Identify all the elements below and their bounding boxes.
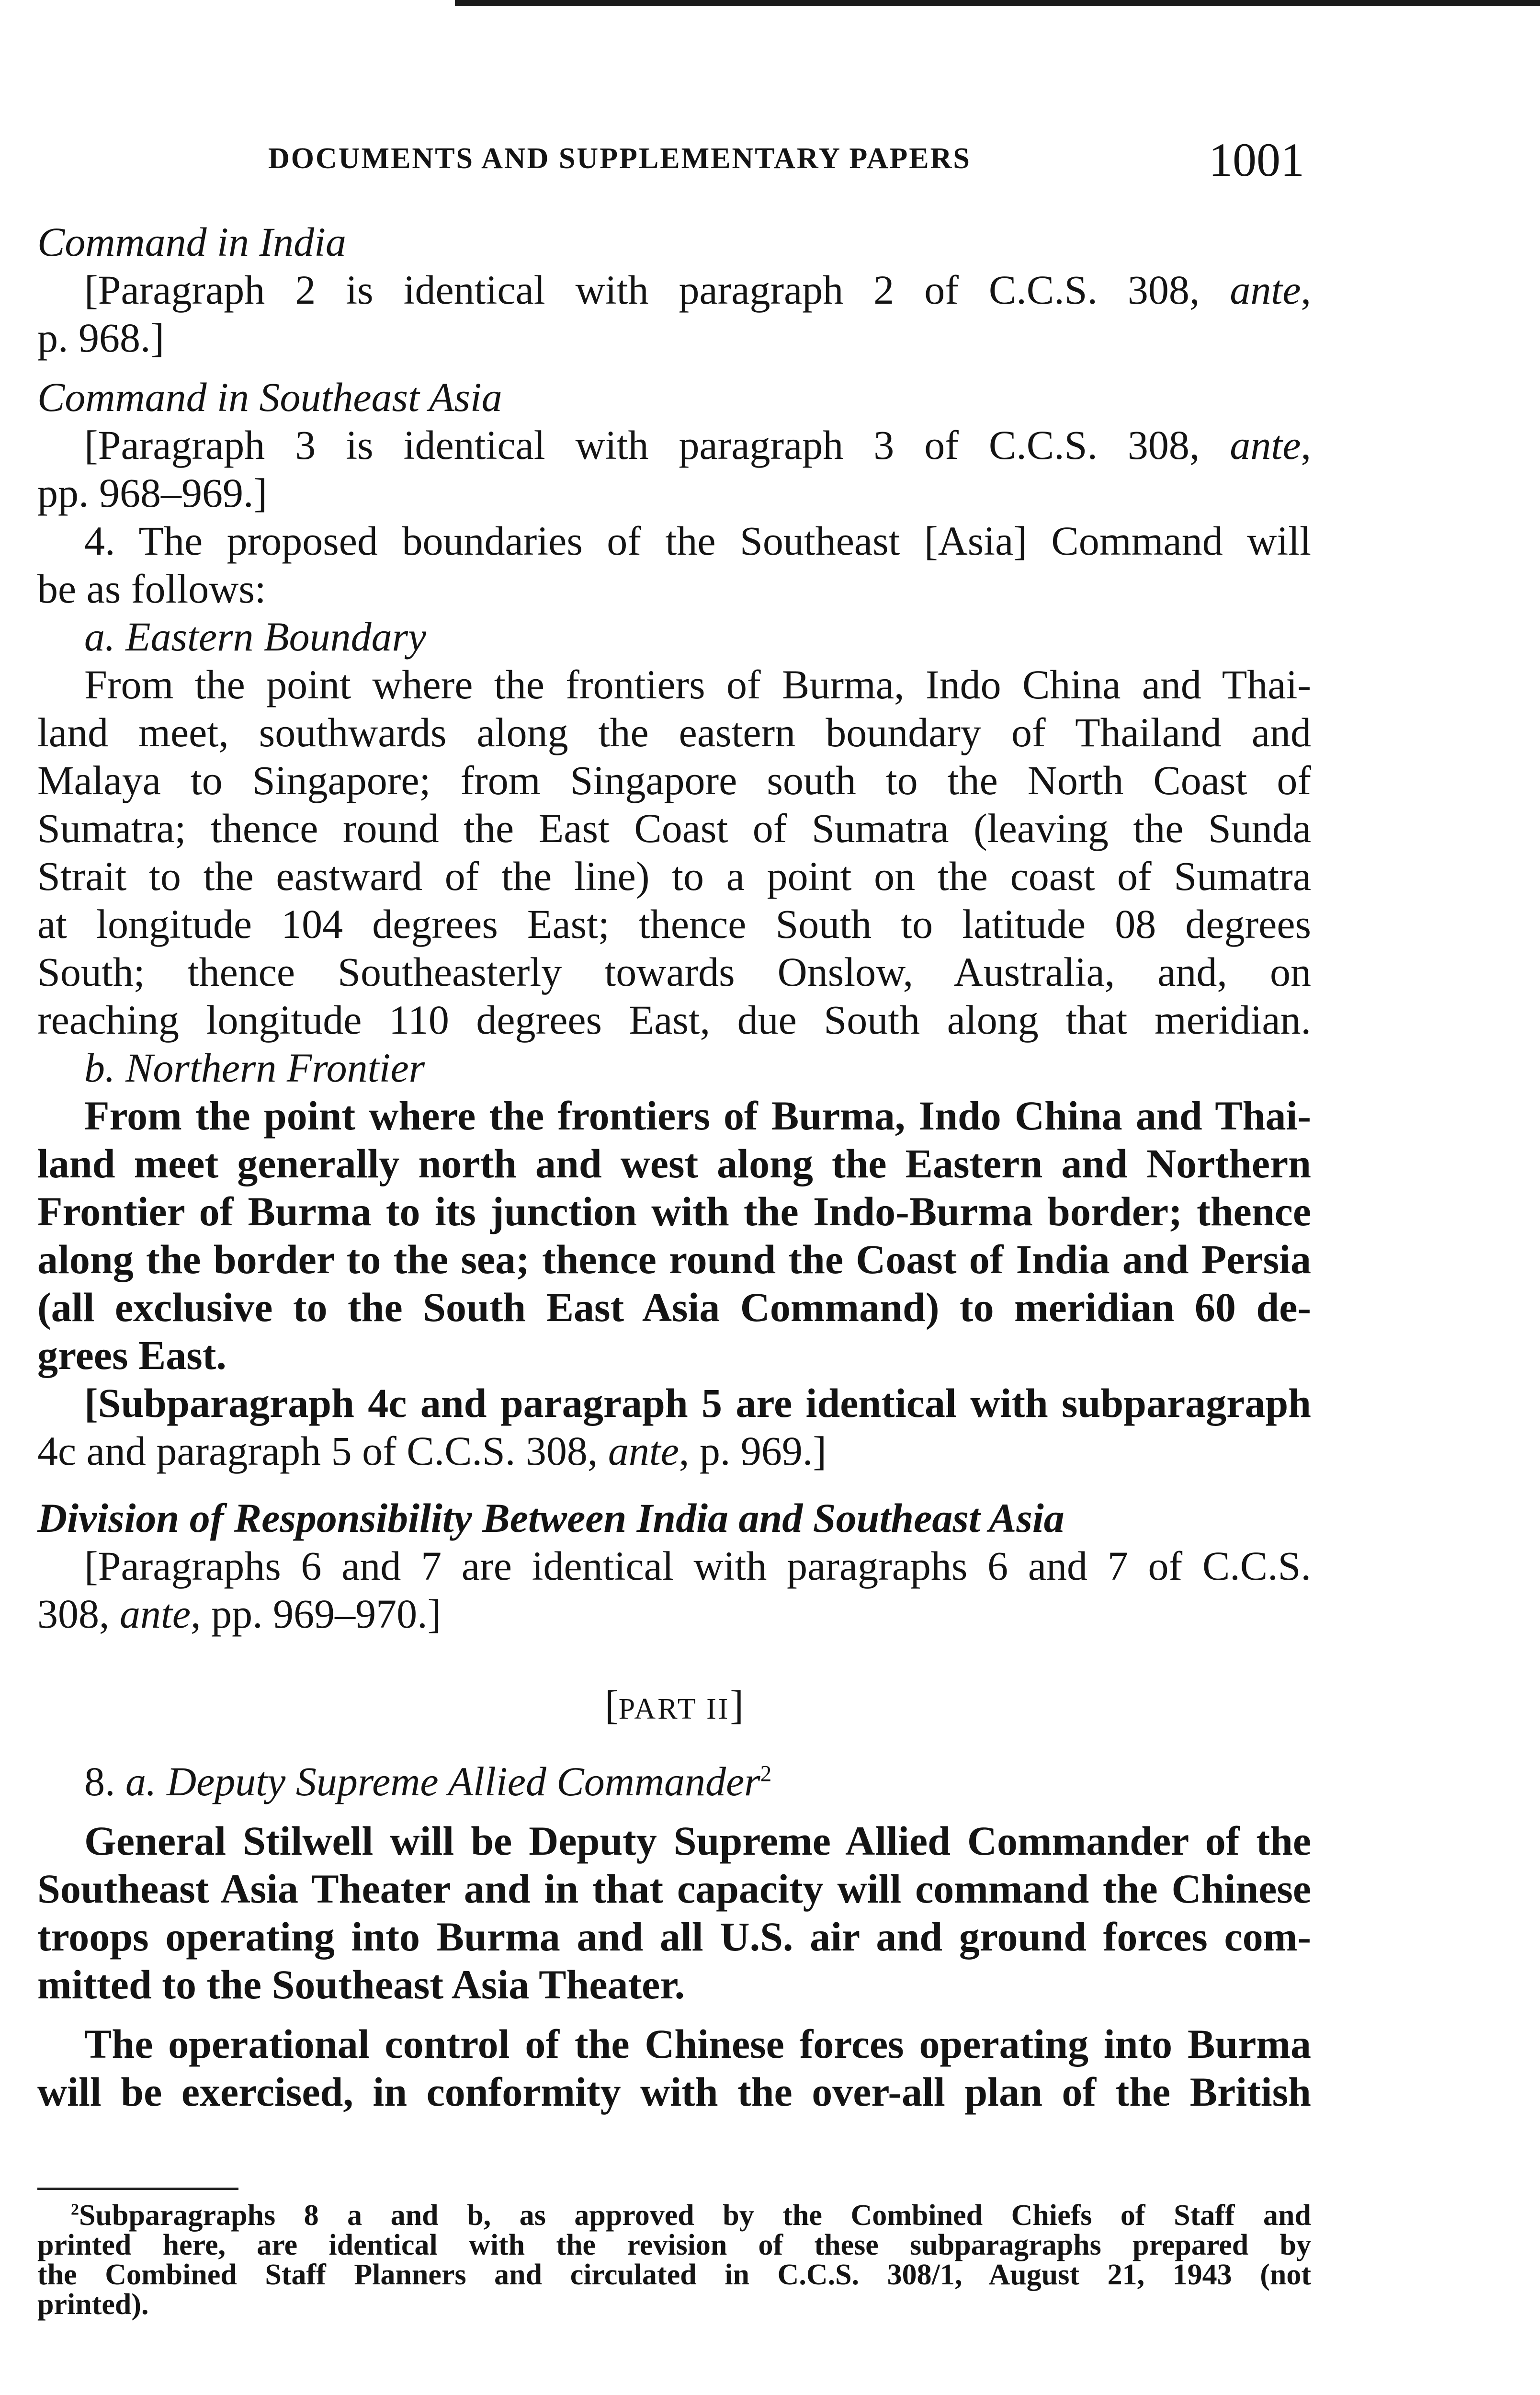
footnote-ref: 2 — [760, 1761, 772, 1787]
paragraph-3-line-2: pp. 968–969.] — [37, 470, 268, 516]
title: Eastern Boundary — [125, 614, 427, 660]
section-heading-command-india: Command in India — [37, 219, 346, 265]
footnote — [37, 2201, 1311, 2319]
text-span: [Paragraph 3 is identical with paragraph 3 of C.C.S. 308, — [84, 422, 1230, 468]
subparagraph-4c — [37, 1379, 1311, 1427]
paragraph-2-line-2: p. 968.] — [37, 315, 165, 361]
text-span: , — [1301, 267, 1311, 313]
text-span: 4c and paragraph 5 of C.C.S. 308, — [37, 1428, 608, 1474]
text-line: land meet generally north and west along the Eastern and Northern — [37, 1140, 1311, 1186]
text-line: [Subparagraph 4c and paragraph 5 are identical with subparagraph — [84, 1380, 1311, 1426]
text-line: Malaya to Singapore; from Singapore south to the North Coast of — [37, 757, 1311, 803]
text-line: will be exercised, in conformity with the over-all plan of the British — [37, 2069, 1311, 2115]
subparagraph-4c-line-2 — [37, 1427, 1311, 1475]
footnote-line: the Combined Staff Planners and circulated in C.C.S. 308/1, August 21, 1943 (not — [37, 2258, 1311, 2291]
text-line: reaching longitude 110 degrees East, due South along that meridian. — [37, 997, 1311, 1043]
paragraph-4-line-2: be as follows: — [37, 566, 266, 612]
division-line-1: [Paragraphs 6 and 7 are identical with paragraphs 6 and 7 of C.C.S. — [84, 1543, 1311, 1589]
label: b. — [84, 1045, 115, 1091]
text-line: along the border to the sea; thence round the Coast of India and Persia — [37, 1236, 1311, 1282]
part-header — [37, 1681, 1311, 1729]
page-body — [37, 218, 1311, 2319]
text-line: mitted to the Southeast Asia Theater. — [37, 1962, 685, 2007]
text-line: troops operating into Burma and all U.S. air and ground forces com- — [37, 1914, 1311, 1960]
text-line: From the point where the frontiers of Burma, Indo China and Thai- — [84, 1093, 1311, 1139]
text-span: Subparagraphs 8 a and b, as approved by the Combined Chiefs of Staff and — [79, 2199, 1311, 2232]
ante-italic: ante — [608, 1428, 679, 1474]
text-span: [Paragraph 2 is identical with paragraph 2 of C.C.S. 308, — [84, 267, 1230, 313]
section-heading-division: Division of Responsibility Between India and Southeast Asia — [37, 1495, 1064, 1541]
footnote-rule — [37, 2188, 238, 2190]
text-span: , p. 969.] — [679, 1428, 827, 1474]
bracket: [ — [604, 1682, 619, 1728]
deputy-commander-text — [37, 1817, 1311, 2008]
subheading-northern-frontier — [37, 1044, 1311, 1092]
running-head: DOCUMENTS AND SUPPLEMENTARY PAPERS — [268, 142, 971, 175]
text-span: 308, — [37, 1591, 120, 1637]
text-line: Southeast Asia Theater and in that capacity will command the Chinese — [37, 1866, 1311, 1912]
footnote-line: printed). — [37, 2288, 149, 2321]
paragraph-4-line-1: 4. The proposed boundaries of the Southeast [Asia] Command will — [84, 518, 1311, 564]
bracket: ] — [730, 1682, 744, 1728]
paragraph-2-line-1 — [37, 266, 1311, 314]
text-line: Strait to the eastward of the line) to a point on the coast of Sumatra — [37, 853, 1311, 899]
text-line: Sumatra; thence round the East Coast of Sumatra (leaving the Sunda — [37, 805, 1311, 851]
label: a. — [84, 614, 115, 660]
footnote-line: printed here, are identical with the revision of these subparagraphs prepared by — [37, 2229, 1311, 2261]
text-line: Frontier of Burma to its junction with the Indo-Burma border; thence — [37, 1188, 1311, 1234]
operational-control-text — [37, 2020, 1311, 2116]
text-line: General Stilwell will be Deputy Supreme Allied Commander of the — [84, 1818, 1311, 1864]
title: Deputy Supreme Allied Commander — [167, 1758, 760, 1804]
text-line: at longitude 104 degrees East; thence South to latitude 08 degrees — [37, 901, 1311, 947]
text-line: The operational control of the Chinese forces operating into Burma — [84, 2021, 1311, 2067]
text-line: grees East. — [37, 1332, 226, 1378]
section-heading-command-sea: Command in Southeast Asia — [37, 374, 502, 420]
text-line: From the point where the frontiers of Burma, Indo China and Thai- — [84, 661, 1311, 707]
top-rule — [455, 0, 1540, 6]
part-title: PART II — [618, 1693, 730, 1725]
text-line: South; thence Southeasterly towards Onslow, Australia, and, on — [37, 949, 1311, 995]
ante-italic: ante — [120, 1591, 191, 1637]
northern-frontier-text — [37, 1092, 1311, 1379]
paragraph-3-line-1 — [37, 421, 1311, 469]
footnote-mark: 2 — [71, 2201, 79, 2219]
text-line: land meet, southwards along the eastern boundary of Thailand and — [37, 709, 1311, 755]
ante-italic: ante — [1230, 267, 1301, 313]
division-line-2 — [37, 1590, 1311, 1638]
paragraph-number: 8. — [84, 1758, 125, 1804]
text-span: , pp. 969–970.] — [191, 1591, 442, 1637]
text-line: (all exclusive to the South East Asia Command) to meridian 60 de- — [37, 1284, 1311, 1330]
eastern-boundary-text — [37, 661, 1311, 1044]
page-number: 1001 — [1209, 133, 1304, 186]
subheading-eastern-boundary — [37, 613, 1311, 661]
footnote-line — [37, 2201, 1311, 2230]
ante-italic: ante — [1230, 422, 1301, 468]
subheading-deputy-commander — [37, 1757, 1311, 1805]
title: Northern Frontier — [125, 1045, 425, 1091]
text-span: , — [1301, 422, 1311, 468]
label: a. — [125, 1758, 157, 1804]
